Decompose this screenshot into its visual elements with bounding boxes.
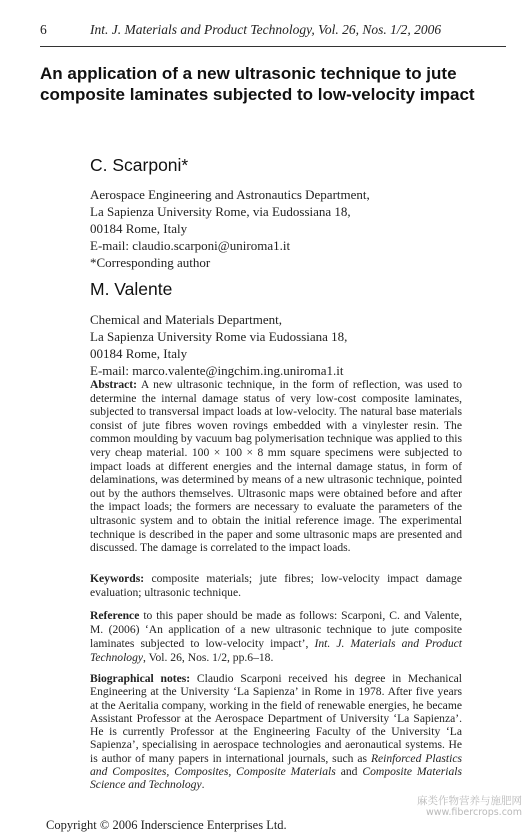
corresponding-author-note: *Corresponding author [90, 255, 211, 270]
keywords [90, 572, 462, 600]
bio-text: Claudio Scarponi received his degree in Mechanical Engineering at the University ‘La Sapienza’ in Rome in 1978. After five years at the Aeritalia company, working in the field of renewable energies, he became Assistant Professor at the Aerospace Department of University ‘La Sapienza’. He is currently Professor at the Engineering Faculty of the University ‘La Sapienza’, specialising in aerospace technologies and aeronautical systems. He is author of many papers in international journals, such as [90, 672, 463, 765]
reference-volume: , Vol. 26, Nos. 1/2, pp.6–18. [143, 651, 274, 664]
watermark-url: www.fibercrops.com [425, 807, 522, 818]
author-email: E-mail: claudio.scarponi@uniroma1.it [90, 238, 291, 253]
affiliation-line: 00184 Rome, Italy [90, 221, 188, 236]
paper-title: An application of a new ultrasonic technique to jute composite laminates subjected to low-velocity impact [40, 64, 475, 104]
header-rule [40, 46, 506, 47]
keywords-text: composite materials; jute fibres; low-velocity impact damage evaluation; ultrasonic technique. [90, 572, 462, 599]
abstract-text: A new ultrasonic technique, in the form of reflection, was used to determine the internal damage status of very low-cost composite laminates, subjected to transversal impact loads at low-velocity. The natural base materials consist of jute fibres woven rovings embedded with a vinylester resin. The common moulding by vacuum bag polymerisation technique was applied to this very cheap material. 100 × 100 × 8 mm square specimens were subjected to impact loads at different energies and the internal damage status, in form of delaminations, was determined by means of a new ultrasonic technique, pointed out by the authors themselves. Ultrasonic maps were obtained before and after the impact loads; the formers are necessary to evaluate the parameters of the ultrasonic system and to obtain the initial reference image. The experimental technique is described in the paper and some ultrasonic maps are presented and discussed. The damage is correlated to the impact loads. [90, 378, 462, 555]
biographical-notes [90, 672, 462, 792]
abstract [90, 378, 462, 555]
bio-label: Biographical notes: [90, 672, 191, 685]
page-number: 6 [40, 22, 47, 37]
bio-journal: Composite Materials [236, 765, 336, 779]
bio-journals: Reinforced Plastics and Composites, Composites, [90, 751, 462, 779]
bio-end: . [201, 778, 205, 792]
author-name-1: C. Scarponi* [90, 155, 189, 175]
author-name-2: M. Valente [90, 279, 173, 299]
reference-label: Reference [90, 609, 140, 622]
affiliation-line: Chemical and Materials Department, [90, 312, 283, 327]
author-affiliation-2 [90, 311, 347, 379]
reference-journal: Int. J. Materials and Product Technology [90, 637, 462, 664]
reference-text: to this paper should be made as follows: Scarponi, C. and Valente, M. (2006) ‘An application of a new ultrasonic technique to jute composite laminates subjected to low-velocity impact’, [90, 609, 462, 650]
reference [90, 609, 462, 665]
journal-citation: Int. J. Materials and Product Technology, Vol. 26, Nos. 1/2, 2006 [90, 22, 442, 37]
affiliation-line: 00184 Rome, Italy [90, 346, 188, 361]
site-watermark [412, 796, 522, 818]
watermark-text: 麻类作物营养与施肥网 [417, 795, 522, 807]
bio-and: and [340, 765, 358, 779]
author-email: E-mail: marco.valente@ingchim.ing.uniroma1.it [90, 363, 344, 378]
abstract-label: Abstract: [90, 378, 138, 391]
author-affiliation-1 [90, 186, 370, 271]
affiliation-line: La Sapienza University Rome, via Eudossiana 18, [90, 204, 351, 219]
copyright-notice: Copyright © 2006 Inderscience Enterprises Ltd. [46, 818, 287, 832]
keywords-label: Keywords: [90, 572, 145, 585]
bio-journal: Composite Materials Science and Technology [90, 765, 462, 792]
affiliation-line: Aerospace Engineering and Astronautics Department, [90, 187, 370, 202]
affiliation-line: La Sapienza University Rome via Eudossiana 18, [90, 329, 348, 344]
